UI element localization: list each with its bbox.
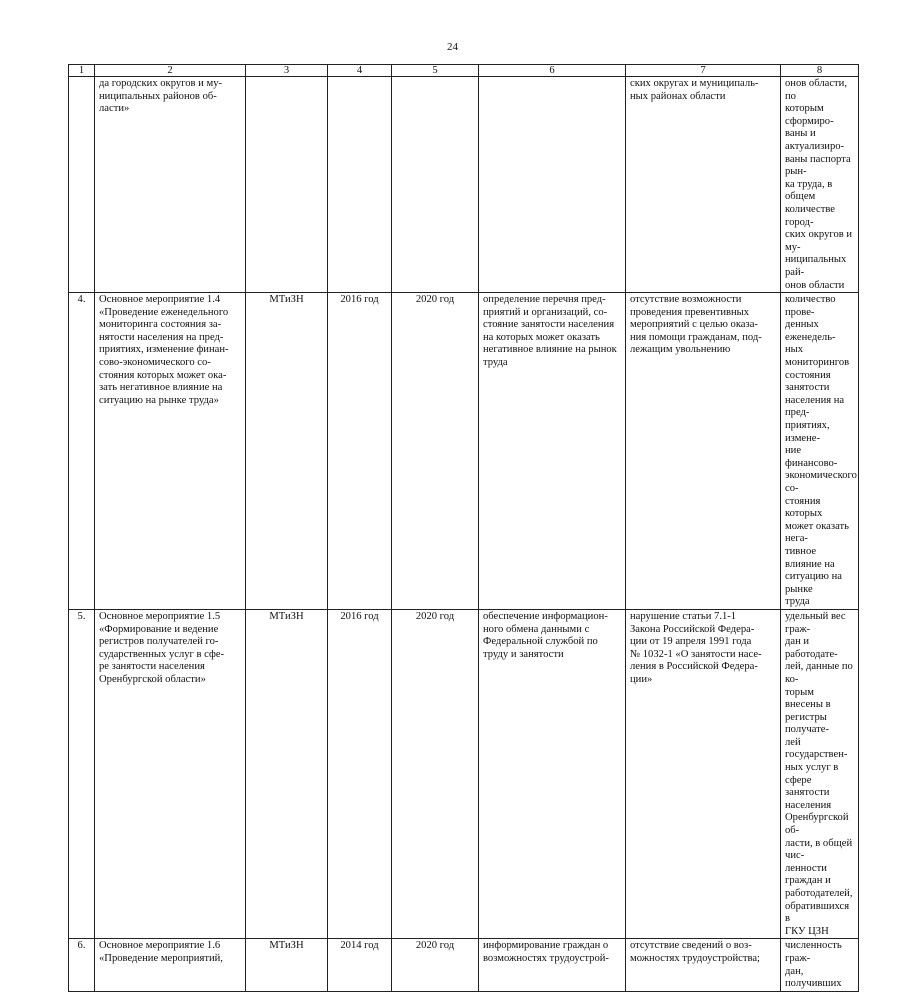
start-year-cell — [328, 77, 392, 293]
consequences-cell: отсутствие сведений о воз- можностях трудоустройства; — [626, 939, 781, 991]
expected-result-cell: информирование граждан о возможностях трудоустрой- — [479, 939, 626, 991]
consequences-cell: отсутствие возможности проведения превентивных мероприятий с целью оказа- ния помощи гражданам, под- лежащим увольнению — [626, 293, 781, 610]
table-row — [69, 609, 859, 938]
executor-cell: МТиЗН — [246, 939, 328, 991]
expected-result-cell — [479, 77, 626, 293]
end-year-cell: 2020 год — [392, 293, 479, 610]
executor-cell: МТиЗН — [246, 293, 328, 610]
measure-name-cell: да городских округов и му- ниципальных районов об- ласти» — [95, 77, 246, 293]
row-number-cell: 4. — [69, 293, 95, 610]
column-header-4: 4 — [328, 65, 392, 77]
executor-cell: МТиЗН — [246, 609, 328, 938]
column-header-7: 7 — [626, 65, 781, 77]
measure-name-cell: Основное мероприятие 1.4 «Проведение еженедельного мониторинга состояния за- нятости населения на пред- приятиях, изменение финан- сово-экономического со- стояния которых может ока- зать негативное влияние на ситуацию на рынке труда» — [95, 293, 246, 610]
start-year-cell: 2016 год — [328, 609, 392, 938]
column-header-6: 6 — [479, 65, 626, 77]
row-number-cell: 6. — [69, 939, 95, 991]
column-number-row — [69, 65, 859, 77]
table-row — [69, 939, 859, 991]
row-number-cell — [69, 77, 95, 293]
column-header-2: 2 — [95, 65, 246, 77]
table-row — [69, 293, 859, 610]
start-year-cell: 2014 год — [328, 939, 392, 991]
executor-cell — [246, 77, 328, 293]
indicator-cell: количество прове- денных еженедель- ных мониторингов состояния занятости населения на пред- приятиях, измене- ние финансово- экономического со- стояния которых может оказать нега- тивное влияние на ситуацию на рынке труда — [781, 293, 859, 610]
consequences-cell: ских округах и муниципаль- ных районах области — [626, 77, 781, 293]
indicator-cell: удельный вес граж- дан и работодате- лей, данные по ко- торым внесены в регистры получате- лей государствен- ных услуг в сфере занятости населения Оренбургской об- ласти, в общей чис- ленности граждан и работодателей, обратившихся в ГКУ ЦЗН — [781, 609, 859, 938]
expected-result-cell: обеспечение информацион- ного обмена данными с Федеральной службой по труду и занятости — [479, 609, 626, 938]
column-header-3: 3 — [246, 65, 328, 77]
indicator-cell: онов области, по которым сформиро- ваны и актуализиро- ваны паспорта рын- ка труда, в общем количестве город- ских округов и му- ниципальных рай- онов области — [781, 77, 859, 293]
column-header-5: 5 — [392, 65, 479, 77]
end-year-cell: 2020 год — [392, 609, 479, 938]
measures-table — [68, 64, 859, 992]
end-year-cell — [392, 77, 479, 293]
end-year-cell: 2020 год — [392, 939, 479, 991]
row-number-cell: 5. — [69, 609, 95, 938]
consequences-cell: нарушение статьи 7.1-1 Закона Российской Федера- ции от 19 апреля 1991 года № 1032-1 «О занятости насе- ления в Российской Федера- ции» — [626, 609, 781, 938]
column-header-8: 8 — [781, 65, 859, 77]
measure-name-cell: Основное мероприятие 1.5 «Формирование и ведение регистров получателей го- сударственных услуг в сфе- ре занятости населения Оренбургской области» — [95, 609, 246, 938]
table-row — [69, 77, 859, 293]
expected-result-cell: определение перечня пред- приятий и организаций, со- стояние занятости населения на которых может оказать негативное влияние на рынок труда — [479, 293, 626, 610]
start-year-cell: 2016 год — [328, 293, 392, 610]
page-number: 24 — [447, 41, 458, 53]
indicator-cell: численность граж- дан, получивших — [781, 939, 859, 991]
column-header-1: 1 — [69, 65, 95, 77]
measure-name-cell: Основное мероприятие 1.6 «Проведение мероприятий, — [95, 939, 246, 991]
